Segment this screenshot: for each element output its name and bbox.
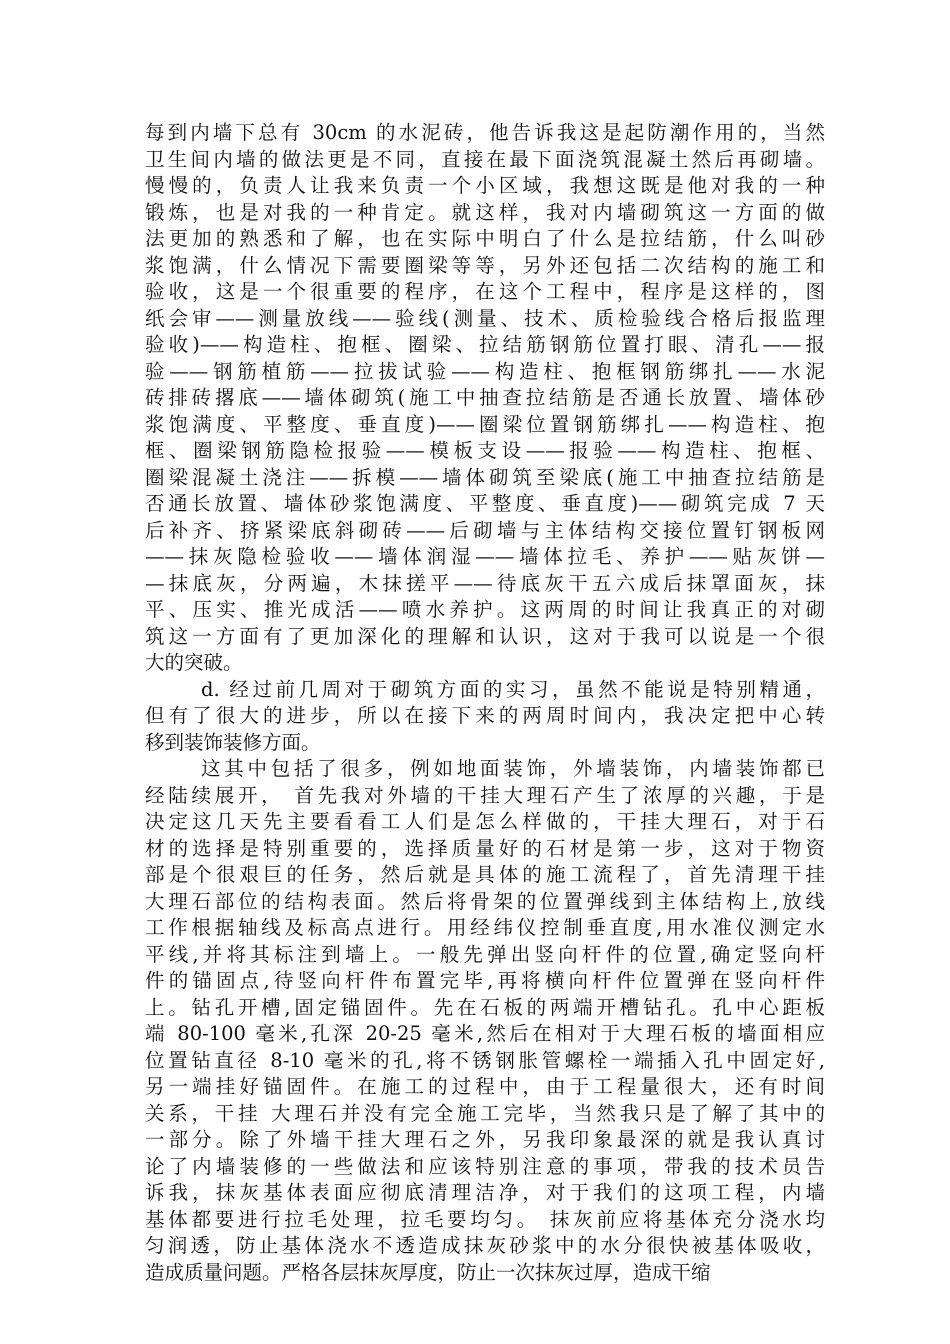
text-line: 诉我，抹灰基体表面应彻底清理洁净，对于我们的这项工程，内墙 bbox=[145, 1181, 825, 1204]
text-line: 端 80-100 毫米,孔深 20-25 毫米,然后在相对于大理石板的墙面相应 bbox=[145, 1022, 825, 1045]
text-line: d. 经过前几周对于砌筑方面的实习，虽然不能说是特别精通， bbox=[201, 677, 825, 701]
text-line: 部是个很艰巨的任务，然后就是具体的施工流程了，首先清理干挂 bbox=[145, 863, 825, 886]
text-line: 浆饱满度、平整度、垂直度)——圈梁位置钢筋绑扎——构造柱、抱 bbox=[145, 412, 825, 436]
text-line: 论了内墙装修的一些做法和应该特别注意的事项，带我的技术员告 bbox=[145, 1154, 825, 1178]
paragraph-masonry-process bbox=[145, 120, 825, 677]
text-line: 件的锚固点,待竖向杆件布置完毕,再将横向杆件位置弹在竖向杆件 bbox=[145, 969, 825, 992]
text-line: 砖排砖撂底——墙体砌筑(施工中抽查拉结筋是否通长放置、墙体砂 bbox=[145, 386, 825, 409]
text-line: 卫生间内墙的做法更是不同，直接在最下面浇筑混凝土然后再砌墙。 bbox=[145, 147, 825, 171]
text-line: 关系，干挂 大理石并没有完全施工完毕，当然我只是了解了其中的 bbox=[145, 1101, 825, 1125]
text-line: 大的突破。 bbox=[145, 651, 243, 674]
text-line: ——抹灰隐检验收——墙体润湿——墙体拉毛、养护——贴灰饼— bbox=[145, 545, 825, 568]
text-line: 造成质量问题。严格各层抹灰厚度，防止一次抹灰过厚，造成干缩 bbox=[145, 1260, 711, 1284]
text-line: 后补齐、挤紧梁底斜砌砖——后砌墙与主体结构交接位置钉钢板网 bbox=[145, 518, 825, 542]
text-line: 材的选择是特别重要的，选择质量好的石材是第一步，这对于物资 bbox=[145, 836, 825, 860]
text-line: 验收，这是一个很重要的程序，在这个工程中，程序是这样的，图 bbox=[145, 280, 825, 303]
text-line: 验——钢筋植筋——拉拔试验——构造柱、抱框钢筋绑扎——水泥 bbox=[145, 359, 825, 383]
text-line: 否通长放置、墙体砂浆饱满度、平整度、垂直度)——砌筑完成 7 天 bbox=[145, 492, 825, 515]
text-line: 平线,并将其标注到墙上。一般先弹出竖向杆件的位置,确定竖向杆 bbox=[145, 942, 825, 966]
text-line: 基体都要进行拉毛处理，拉毛要均匀。 抹灰前应将基体充分浇水均 bbox=[145, 1207, 825, 1231]
text-line: 锻炼，也是对我的一种肯定。就这样，我对内墙砌筑这一方面的做 bbox=[145, 200, 825, 224]
text-line: 筑这一方面有了更加深化的理解和认识，这对于我可以说是一个很 bbox=[145, 624, 825, 648]
text-line: 位置钻直径 8-10 毫米的孔,将不锈钢胀管螺栓一端插入孔中固定好, bbox=[145, 1048, 825, 1072]
text-line: 浆饱满，什么情况下需要圈梁等等，另外还包括二次结构的施工和 bbox=[145, 253, 825, 277]
text-line: 每到内墙下总有 30cm 的水泥砖，他告诉我这是起防潮作用的，当然 bbox=[145, 121, 825, 144]
text-line: 圈梁混凝土浇注——拆模——墙体砌筑至梁底(施工中抽查拉结筋是 bbox=[145, 465, 825, 489]
document-page bbox=[145, 120, 825, 1286]
text-line: 决定这几天先主要看看工人们是怎么样做的，干挂大理石，对于石 bbox=[145, 810, 825, 833]
text-line: —抹底灰，分两遍，木抹搓平——待底灰干五六成后抹罩面灰，抹 bbox=[145, 571, 825, 595]
text-line: 一部分。除了外墙干挂大理石之外，另我印象最深的就是我认真讨 bbox=[145, 1128, 825, 1151]
text-line: 纸会审——测量放线——验线(测量、技术、质检验线合格后报监理 bbox=[145, 306, 825, 330]
text-line: 平、压实、推光成活——喷水养护。这两周的时间让我真正的对砌 bbox=[145, 598, 825, 621]
text-line: 经陆续展开， 首先我对外墙的干挂大理石产生了浓厚的兴趣，于是 bbox=[145, 783, 825, 807]
paragraph-decoration bbox=[145, 756, 825, 1286]
text-line: 另一端挂好锚固件。在施工的过程中，由于工程量很大，还有时间 bbox=[145, 1075, 825, 1098]
text-line: 但有了很大的进步，所以在接下来的两周时间内，我决定把中心转 bbox=[145, 704, 825, 727]
paragraph-section-d bbox=[145, 677, 825, 757]
text-line: 这其中包括了很多，例如地面装饰，外墙装饰，内墙装饰都已 bbox=[201, 757, 825, 780]
text-line: 框、圈梁钢筋隐检报验——模板支设——报验——构造柱、抱框、 bbox=[145, 439, 825, 462]
text-line: 上。钻孔开槽,固定锚固件。先在石板的两端开槽钻孔。孔中心距板 bbox=[145, 995, 825, 1019]
text-line: 工作根据轴线及标高点进行。用经纬仪控制垂直度,用水准仪测定水 bbox=[145, 916, 825, 939]
text-line: 验收)——构造柱、抱框、圈梁、拉结筋钢筋位置打眼、清孔——报 bbox=[145, 333, 825, 356]
text-line: 法更加的熟悉和了解，也在实际中明白了什么是拉结筋，什么叫砂 bbox=[145, 227, 825, 250]
text-line: 匀润透，防止基体浇水不透造成抹灰砂浆中的水分很快被基体吸收， bbox=[145, 1234, 825, 1257]
text-line: 大理石部位的结构表面。然后将骨架的位置弹线到主体结构上,放线 bbox=[145, 889, 825, 913]
text-line: 慢慢的，负责人让我来负责一个小区域，我想这既是他对我的一种 bbox=[145, 174, 825, 197]
text-line: 移到装饰装修方面。 bbox=[145, 730, 321, 754]
